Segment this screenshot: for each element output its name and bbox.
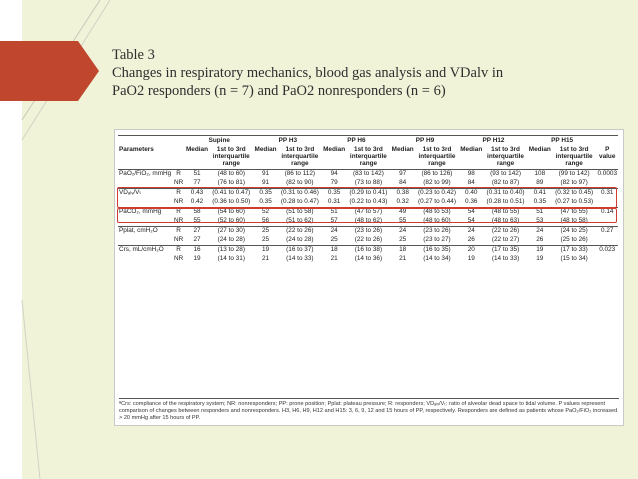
table-cell: (27 to 30) — [209, 227, 254, 237]
table-cell: (82 to 90) — [286, 179, 314, 186]
table-cell — [596, 236, 618, 246]
table-cell: (99 to 142) — [558, 170, 590, 177]
table-cell: (22 to 26) — [483, 227, 528, 237]
group-header-row — [118, 136, 618, 147]
table-row — [118, 170, 618, 180]
highlight-box-pao2 — [117, 187, 617, 208]
table-cell: 57 — [330, 217, 338, 224]
table-cell: 24 — [528, 227, 552, 237]
group-header: PP H9 — [391, 136, 460, 147]
table-cell: 108 — [534, 170, 546, 177]
table-cell: 51 — [193, 170, 201, 177]
group-header-blank — [596, 136, 618, 147]
table-cell: 0.27 — [596, 227, 618, 237]
table-cell: (0.28 to 0.51) — [486, 198, 525, 205]
table-cell: (14 to 31) — [217, 255, 245, 262]
table-cell: (16 to 38) — [346, 246, 391, 256]
table-cell: 0.40 — [459, 189, 483, 199]
table-cell: 0.0003 — [597, 170, 617, 177]
table-row — [118, 227, 618, 237]
arrow-tab-icon — [0, 41, 100, 101]
table-cell: (16 to 37) — [278, 246, 323, 256]
table-cell: 53 — [536, 217, 544, 224]
table-footnote: ªCrs: compliance of the respiratory system; NR: nonresponders; PP: prone position; Pplat: plateau pressure; R: responders; VDₐₗᵥ/Vₜ: ratio of alveolar dead space to tidal volume. P values represent comparison of changes between responders and nonresponders. H3, H6, H9, H12 and H15: 3, 6, 9, 12 and 15 hours of PP, respectively. Responders are defined as patients whose PaO₂/FiO₂ increased > 20 mmHg after 15 hours of PP. — [119, 398, 619, 422]
table-cell: (23 to 26) — [415, 227, 460, 237]
table-cell: NR — [173, 179, 184, 186]
table-cell: 24 — [459, 227, 483, 237]
column-header: 1st to 3rd interquartile range — [278, 146, 323, 170]
table-cell: (23 to 26) — [346, 227, 391, 237]
caption-line-1: Table 3 — [112, 47, 155, 63]
table-cell: 77 — [193, 179, 201, 186]
table-cell: (14 to 33) — [286, 255, 314, 262]
table-cell: 21 — [262, 255, 270, 262]
table-cell: (48 to 58) — [560, 217, 588, 224]
table-cell: (52 to 60) — [217, 217, 245, 224]
column-header-row — [118, 146, 618, 170]
table-cell: PaCO₂, mmHg — [118, 208, 172, 218]
table-cell: 27 — [193, 236, 201, 243]
column-header: Median — [528, 146, 552, 170]
table-cell: 98 — [467, 170, 475, 177]
table-cell — [118, 236, 172, 246]
table-cell: R — [176, 170, 181, 177]
table-cell: (15 to 34) — [560, 255, 588, 262]
table-cell: (93 to 142) — [490, 170, 521, 177]
table-cell: (24 to 25) — [552, 227, 597, 237]
table-cell: (83 to 142) — [352, 170, 384, 177]
table-cell: 21 — [399, 255, 407, 262]
table-cell: 58 — [185, 208, 209, 218]
table-cell: 0.32 — [396, 198, 409, 205]
table-cell: 0.14 — [596, 208, 618, 218]
table-cell: 49 — [391, 208, 415, 218]
table-cell: (47 to 55) — [552, 208, 597, 218]
table-cell: NR — [173, 198, 184, 205]
table-cell: R — [172, 246, 185, 256]
table-cell: 16 — [185, 246, 209, 256]
table-cell: 27 — [185, 227, 209, 237]
table-cell: (0.27 to 0.44) — [417, 198, 456, 205]
table-cell: (24 to 28) — [217, 236, 245, 243]
table-cell: (0.22 to 0.43) — [349, 198, 388, 205]
table-cell: (86 to 126) — [421, 170, 453, 177]
column-header: 1st to 3rd interquartile range — [209, 146, 254, 170]
table-cell: (14 to 34) — [423, 255, 451, 262]
table-cell: (0.31 to 0.40) — [483, 189, 528, 199]
table-image — [114, 129, 624, 426]
table-cell: 54 — [459, 208, 483, 218]
table-cell: (14 to 33) — [491, 255, 520, 262]
column-header: Median — [254, 146, 278, 170]
table-cell: Pplat, cmH₂O — [118, 227, 172, 237]
column-header: P value — [596, 146, 618, 170]
table-cell: (17 to 33) — [552, 246, 597, 256]
table-cell: 19 — [467, 255, 475, 262]
table-cell: 0.36 — [465, 198, 478, 205]
table-cell: (76 to 81) — [217, 179, 245, 186]
table-cell: (82 to 87) — [491, 179, 520, 186]
table-cell: 51 — [528, 208, 552, 218]
table-cell: (48 to 53) — [415, 208, 460, 218]
table-cell: NR — [173, 217, 184, 224]
table-cell: 19 — [193, 255, 201, 262]
table-cell: (47 to 57) — [346, 208, 391, 218]
table-cell: (22 to 26) — [354, 236, 383, 243]
table-cell: 18 — [322, 246, 346, 256]
table-cell: (0.31 to 0.46) — [278, 189, 323, 199]
table-cell: (0.23 to 0.42) — [415, 189, 460, 199]
table-cell: (0.27 to 0.53) — [555, 198, 594, 205]
table-cell: 91 — [262, 170, 270, 177]
table-cell: (51 to 58) — [278, 208, 323, 218]
table-cell: (82 to 99) — [423, 179, 451, 186]
table-cell: 19 — [254, 246, 278, 256]
table-cell: 79 — [330, 179, 338, 186]
table-cell: 52 — [254, 208, 278, 218]
table-cell: R — [172, 227, 185, 237]
table-cell: NR — [173, 236, 184, 243]
table-cell: (16 to 35) — [415, 246, 460, 256]
table-cell: (25 to 26) — [560, 236, 588, 243]
table-cell: 25 — [262, 236, 270, 243]
group-header-blank — [118, 136, 185, 147]
table-cell: 89 — [536, 179, 544, 186]
table-cell: 21 — [330, 255, 338, 262]
group-header: PP H12 — [459, 136, 528, 147]
table-cell: 26 — [467, 236, 475, 243]
table-cell: 0.35 — [254, 189, 278, 199]
table-cell — [596, 255, 618, 264]
table-cell: 91 — [262, 179, 270, 186]
column-header: Median — [391, 146, 415, 170]
table-cell: 97 — [399, 170, 407, 177]
table-cell: 25 — [254, 227, 278, 237]
table-cell: (0.32 to 0.45) — [552, 189, 597, 199]
column-header: 1st to 3rd interquartile range — [552, 146, 597, 170]
table-cell: 0.43 — [185, 189, 209, 199]
table-cell: 0.35 — [259, 198, 272, 205]
table-cell: VDₐₗᵥ/Vₜ — [118, 189, 172, 199]
table-cell: (48 to 63) — [491, 217, 520, 224]
caption-line-3: PaO2 responders (n = 7) and PaO2 nonresponders (n = 6) — [112, 83, 446, 99]
table-cell: NR — [173, 255, 184, 262]
table-cell: 0.41 — [528, 189, 552, 199]
caption-line-2: Changes in respiratory mechanics, blood gas analysis and VDalv in — [112, 65, 504, 81]
table-cell: 55 — [399, 217, 407, 224]
table-cell: 0.42 — [190, 198, 204, 205]
table-cell: 0.31 — [327, 198, 341, 205]
table-cell: 26 — [536, 236, 544, 243]
table-cell: 55 — [193, 217, 201, 224]
table-cell: (23 to 27) — [423, 236, 451, 243]
table-cell: (24 to 28) — [286, 236, 314, 243]
table-cell: Crs, mL/cmH₂O — [118, 246, 172, 256]
column-header: Median — [185, 146, 209, 170]
group-header: PP H6 — [322, 136, 391, 147]
table-cell: 19 — [536, 255, 544, 262]
table-cell: (73 to 88) — [354, 179, 383, 186]
table-cell: R — [172, 208, 185, 218]
table-cell: (48 to 60) — [217, 170, 245, 177]
column-header: 1st to 3rd interquartile range — [483, 146, 528, 170]
table-cell: 24 — [322, 227, 346, 237]
column-header: Parameters — [118, 146, 172, 170]
slide-caption — [112, 46, 612, 100]
column-header: 1st to 3rd interquartile range — [346, 146, 391, 170]
table-row — [118, 246, 618, 256]
table-cell: (48 to 55) — [483, 208, 528, 218]
table-cell: (0.41 to 0.47) — [209, 189, 254, 199]
table-cell: (0.29 to 0.41) — [346, 189, 391, 199]
table-cell: PaO₂/FiO₂, mmHg — [119, 170, 172, 177]
table-cell: (22 to 26) — [278, 227, 323, 237]
column-header — [172, 146, 185, 170]
highlight-box-vdalv — [117, 208, 617, 223]
table-cell: 94 — [330, 170, 338, 177]
table-cell: (17 to 35) — [483, 246, 528, 256]
table-cell: 51 — [322, 208, 346, 218]
table-cell: 54 — [467, 217, 475, 224]
group-header: PP H3 — [254, 136, 323, 147]
group-header: PP H15 — [528, 136, 597, 147]
group-header: Supine — [185, 136, 254, 147]
table-cell: (22 to 27) — [491, 236, 520, 243]
table-cell: (54 to 60) — [209, 208, 254, 218]
table-cell: 0.35 — [533, 198, 547, 205]
table-cell: 0.31 — [596, 189, 618, 199]
table-cell: 84 — [399, 179, 407, 186]
table-cell: R — [172, 189, 185, 199]
table-cell: 19 — [528, 246, 552, 256]
table-cell — [118, 255, 172, 264]
table-cell: (0.36 to 0.50) — [212, 198, 251, 205]
table-cell: 18 — [391, 246, 415, 256]
table-cell: (13 to 28) — [209, 246, 254, 256]
table-cell: (82 to 97) — [560, 179, 588, 186]
table-row — [118, 236, 618, 246]
table-cell: 25 — [399, 236, 407, 243]
table-cell: (86 to 112) — [284, 170, 316, 177]
column-header: Median — [322, 146, 346, 170]
table-row — [118, 255, 618, 264]
table-cell: 25 — [330, 236, 338, 243]
table-cell: (48 to 62) — [354, 217, 383, 224]
table-cell: (51 to 62) — [286, 217, 314, 224]
table-cell: 0.023 — [596, 246, 618, 256]
table-cell: (14 to 36) — [354, 255, 383, 262]
table-cell: 84 — [467, 179, 475, 186]
column-header: 1st to 3rd interquartile range — [415, 146, 460, 170]
table-cell: (0.28 to 0.47) — [280, 198, 319, 205]
table-cell: 0.38 — [391, 189, 415, 199]
table-cell: (48 to 60) — [423, 217, 451, 224]
table-cell: 20 — [459, 246, 483, 256]
column-header: Median — [459, 146, 483, 170]
table-cell: 24 — [391, 227, 415, 237]
table-cell: 56 — [262, 217, 270, 224]
table-cell: 0.35 — [322, 189, 346, 199]
